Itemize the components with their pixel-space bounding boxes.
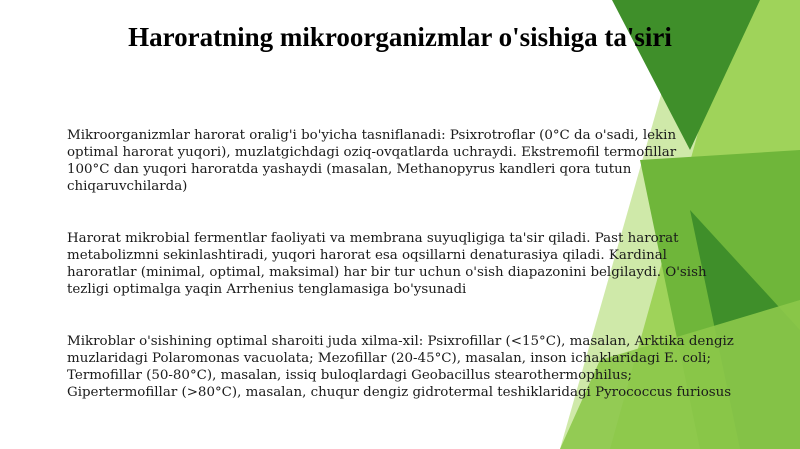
paragraph-line: Mikroorganizmlar harorat oralig'i bo'yicha tasniflanadi: Psixrotroflar (0°C da o'sadi, lekin <box>67 128 677 143</box>
paragraph-temperature-classes <box>67 127 767 195</box>
paragraph-line: Gipertermofillar (>80°C), masalan, chuqur dengiz gidrotermal teshiklaridagi Pyrococcus furiosus <box>67 385 732 400</box>
paragraph-line: tezligi optimalga yaqin Arrhenius tenglamasiga bo'ysunadi <box>67 282 467 297</box>
slide-title: Haroratning mikroorganizmlar o'sishiga ta'siri <box>128 22 672 52</box>
paragraph-line: Mikroblar o'sishining optimal sharoiti juda xilma-xil: Psixrofillar (<15°C), masalan, Arktika dengiz <box>67 334 734 349</box>
paragraph-line: chiqaruvchilarda) <box>67 179 188 194</box>
paragraph-line: haroratlar (minimal, optimal, maksimal) har bir tur uchun o'sish diapazonini belgilaydi. O'sish <box>67 265 707 280</box>
paragraph-optimal-conditions <box>67 333 767 401</box>
paragraph-line: muzlaridagi Polaromonas vacuolata; Mezofillar (20-45°C), masalan, inson ichaklaridagi E. coli; <box>67 351 711 366</box>
paragraph-line: Termofillar (50-80°C), masalan, issiq buloqlardagi Geobacillus stearothermophilus; <box>67 368 632 383</box>
paragraph-line: metabolizmni sekinlashtiradi, yuqori harorat esa oqsillarni denaturasiya qiladi. Kardinal <box>67 248 667 263</box>
paragraph-line: Harorat mikrobial fermentlar faoliyati va membrana suyuqligiga ta'sir qiladi. Past harorat <box>67 231 679 246</box>
paragraph-enzyme-effects <box>67 230 767 298</box>
paragraph-line: 100°C dan yuqori haroratda yashaydi (masalan, Methanopyrus kandleri qora tutun <box>67 162 632 177</box>
paragraph-line: optimal harorat yuqori), muzlatgichdagi oziq-ovqatlarda uchraydi. Ekstremofil termofillar <box>67 145 677 160</box>
